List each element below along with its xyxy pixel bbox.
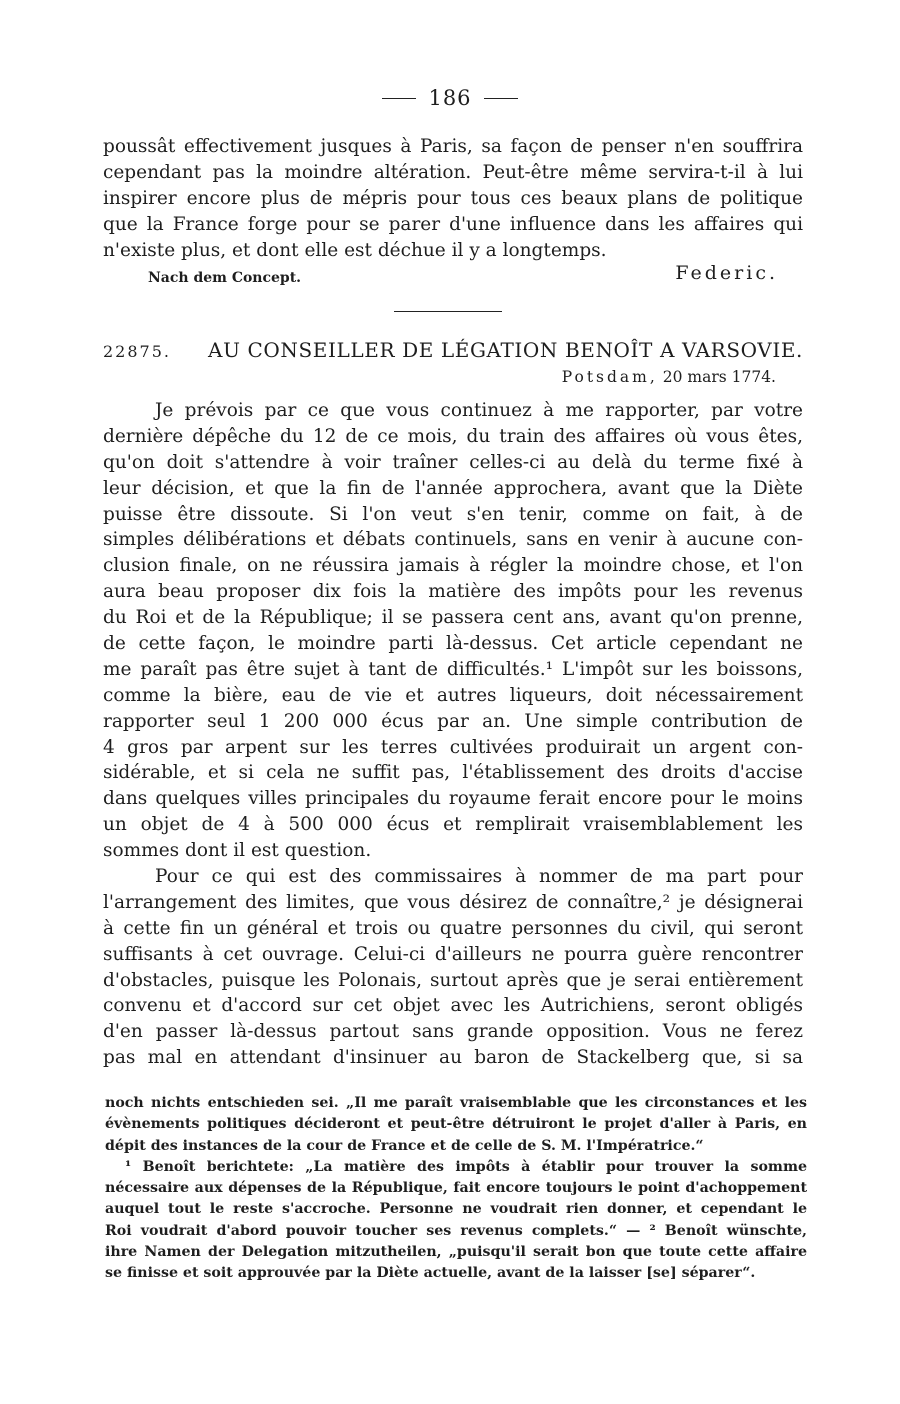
text-line: comme la bière, eau de vie et autres liqueurs, doit nécessairement [103, 684, 803, 706]
footnote-line: ihre Namen der Delegation mitzutheilen, „puisqu'il serait bon que toute cette affaire [105, 1244, 807, 1261]
text-line: dernière dépêche du 12 de ce mois, du train des affaires où vous êtes, [103, 425, 803, 447]
source-note: Nach dem Concept. [148, 270, 302, 286]
text-line: cependant pas la moindre altération. Peut-être même servira-t-il à lui [103, 161, 803, 183]
text-line: inspirer encore plus de mépris pour tous ces beaux plans de politique [103, 187, 803, 209]
text-line: qu'on doit s'attendre à voir traîner celles-ci au delà du terme fixé à [103, 451, 803, 473]
text-line: sidérable, et si cela ne suffit pas, l'établissement des droits d'accise [103, 762, 803, 784]
text-line: que la France forge pour se parer d'une influence dans les affaires qui [103, 213, 803, 235]
text-line: leur décision, et que la fin de l'année approchera, avant que la Diète [103, 477, 803, 499]
document-number: 22875. [103, 342, 171, 361]
text-line: l'arrangement des limites, que vous désirez de connaître,² je désignerai [103, 891, 803, 913]
letter-paragraph-2 [103, 864, 803, 1071]
dateline-date: 20 mars 1774. [662, 368, 776, 386]
text-line: me paraît pas être sujet à tant de difficultés.¹ L'impôt sur les boissons, [103, 658, 803, 680]
header-rule-left [382, 98, 416, 99]
dateline-place: Potsdam, [561, 368, 658, 386]
text-line: simples délibérations et débats continuels, sans en venir à aucune con- [103, 529, 803, 551]
header-rule-right [484, 98, 518, 99]
text-line: 4 gros par arpent sur les terres cultivées produirait un argent con- [103, 736, 803, 758]
text-line: poussât effectivement jusques à Paris, sa façon de penser n'en souffrira [103, 136, 803, 157]
footnotes [105, 1093, 807, 1285]
text-line: d'obstacles, puisque les Polonais, surtout après que je serai entièrement [103, 969, 803, 991]
text-line: puisse être dissoute. Si l'on veut s'en tenir, comme on fait, à de [103, 503, 803, 525]
footnote-line: se finisse et soit approuvée par la Diète actuelle, avant de la laisser [se] séparer“. [105, 1265, 756, 1282]
footnote-line: Roi voudrait d'abord pouvoir toucher ses revenus complets.“ — ² Benoît wünschte, [105, 1222, 807, 1239]
text-line: du Roi et de la République; il se passera cent ans, avant qu'on prenne, [103, 607, 803, 629]
footnote-line: évènements politiques décideront et peut-être détruiront le projet d'aller à Paris, en [105, 1116, 807, 1133]
section-divider [394, 311, 502, 312]
intro-paragraph [103, 134, 803, 263]
letter-paragraph-1 [103, 398, 803, 864]
text-line: suffisants à cet ouvrage. Celui-ci d'ailleurs ne pourra guère rencontrer [103, 943, 803, 965]
text-line: un objet de 4 à 500 000 écus et remplirait vraisemblablement les [103, 814, 803, 836]
page-header [0, 86, 900, 110]
letter-signoff [148, 262, 778, 290]
footnote-line: noch nichts entschieden sei. „Il me paraît vraisemblable que les circonstances et les [105, 1095, 807, 1111]
text-line: rapporter seul 1 200 000 écus par an. Une simple contribution de [103, 710, 803, 732]
footnote-line: auquel tout le reste s'accroche. Personne ne voudrait rien donner, et cependant le [105, 1201, 807, 1218]
text-line: convenu et d'accord sur cet objet avec les Autrichiens, seront obligés [103, 995, 803, 1017]
text-line: à cette fin un général et trois ou quatre personnes du civil, qui seront [103, 917, 803, 939]
footnote-line: ¹ Benoît berichtete: „La matière des impôts à établir pour trouver la somme [125, 1158, 807, 1175]
footnote-line: nécessaire aux dépenses de la République, fait encore toujours le point d'achoppement [105, 1180, 807, 1197]
document-title: AU CONSEILLER DE LÉGATION BENOÎT A VARSOVIE. [208, 338, 803, 362]
document-heading [103, 338, 803, 362]
text-line: Je prévois par ce que vous continuez à me rapporter, par votre [155, 400, 803, 421]
text-line: aura beau proposer dix fois la matière des impôts pour les revenus [103, 581, 803, 603]
dateline [562, 368, 776, 386]
text-line: de cette façon, le moindre parti là-dessus. Cet article cependant ne [103, 633, 803, 655]
text-line: sommes dont il est question. [103, 840, 372, 862]
text-line: pas mal en attendant d'insinuer au baron de Stackelberg que, si sa [103, 1047, 803, 1069]
text-line: dans quelques villes principales du royaume ferait encore pour le moins [103, 788, 803, 810]
text-line: n'existe plus, et dont elle est déchue il y a longtemps. [103, 239, 607, 261]
signature: Federic. [675, 262, 778, 284]
page-number: 186 [428, 86, 472, 110]
text-line: Pour ce qui est des commissaires à nommer de ma part pour [155, 866, 803, 887]
footnote-line: dépit des instances de la cour de France et de celle de S. M. l'Impératrice.“ [105, 1137, 704, 1154]
text-line: d'en passer là-dessus partout sans grande opposition. Vous ne ferez [103, 1021, 803, 1043]
text-line: clusion finale, on ne réussira jamais à régler la moindre chose, et l'on [103, 555, 803, 577]
